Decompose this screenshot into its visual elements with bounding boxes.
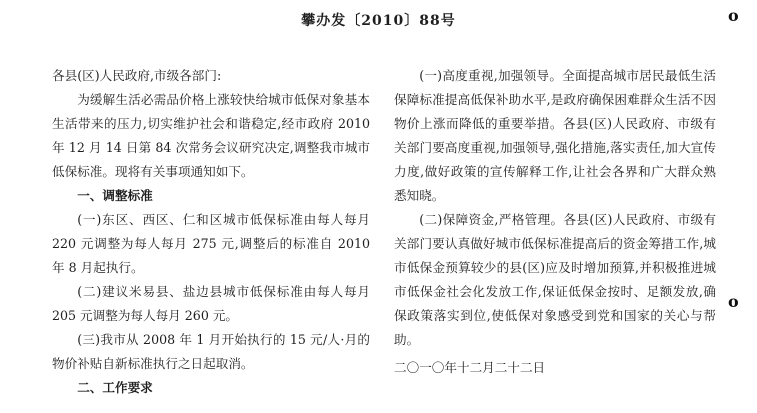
left-column xyxy=(52,64,370,400)
document-number: 攀办发〔2010〕88号 xyxy=(301,13,456,29)
requirement-1: (一)高度重视,加强领导。全面提高城市居民最低生活保障标准提高低保补助水平,是政府确保困难群众生活不因物价上涨而降低的重要举措。各县(区)人民政府、市级有关部门要高度重视,加强领导,强化措施,落实责任,加大宣传力度,做好政策的宣传解释工作,让社会各界和广大群众熟悉知晓。 xyxy=(394,68,716,203)
right-column xyxy=(394,64,716,380)
intro-paragraph: 为缓解生活必需品价格上涨较快给城市低保对象基本生活带来的压力,切实维护社会和谐稳定,经市政府 2010 年 12 月 14 日第 84 次常务会议研究决定,调整我市城市低保标准。现将有关事项通知如下。 xyxy=(52,92,370,179)
requirement-2: (二)保障资金,严格管理。各县(区)人民政府、市级有关部门要认真做好城市低保标准提高后的资金筹措工作,城市低保金预算较少的县(区)应及时增加预算,并积极推进城市低保金社会化发放工作,保证低保金按时、足额发放,确保政策落实到位,使低保对象感受到党和国家的关心与帮助。 xyxy=(394,212,716,347)
standard-item-3: (三)我市从 2008 年 1 月开始执行的 15 元/人·月的物价补贴自新标准执行之日起取消。 xyxy=(52,332,370,371)
section-2-heading: 二、工作要求 xyxy=(77,380,153,395)
standard-item-2: (二)建议米易县、盐边县城市低保标准由每人每月 205 元调整为每人每月 260 元。 xyxy=(52,284,370,323)
standard-item-1: (一)东区、西区、仁和区城市低保标准由每人每月 220 元调整为每人每月 275 元,调整后的标准自 2010 年 8 月起执行。 xyxy=(52,212,370,275)
issue-date: 二〇一〇年十二月二十二日 xyxy=(394,360,546,375)
salutation: 各县(区)人民政府,市级各部门: xyxy=(52,68,222,83)
binding-hole-mark: o xyxy=(728,6,739,25)
binding-hole-mark-lower: o xyxy=(728,292,739,311)
section-1-heading: 一、调整标准 xyxy=(77,188,153,203)
